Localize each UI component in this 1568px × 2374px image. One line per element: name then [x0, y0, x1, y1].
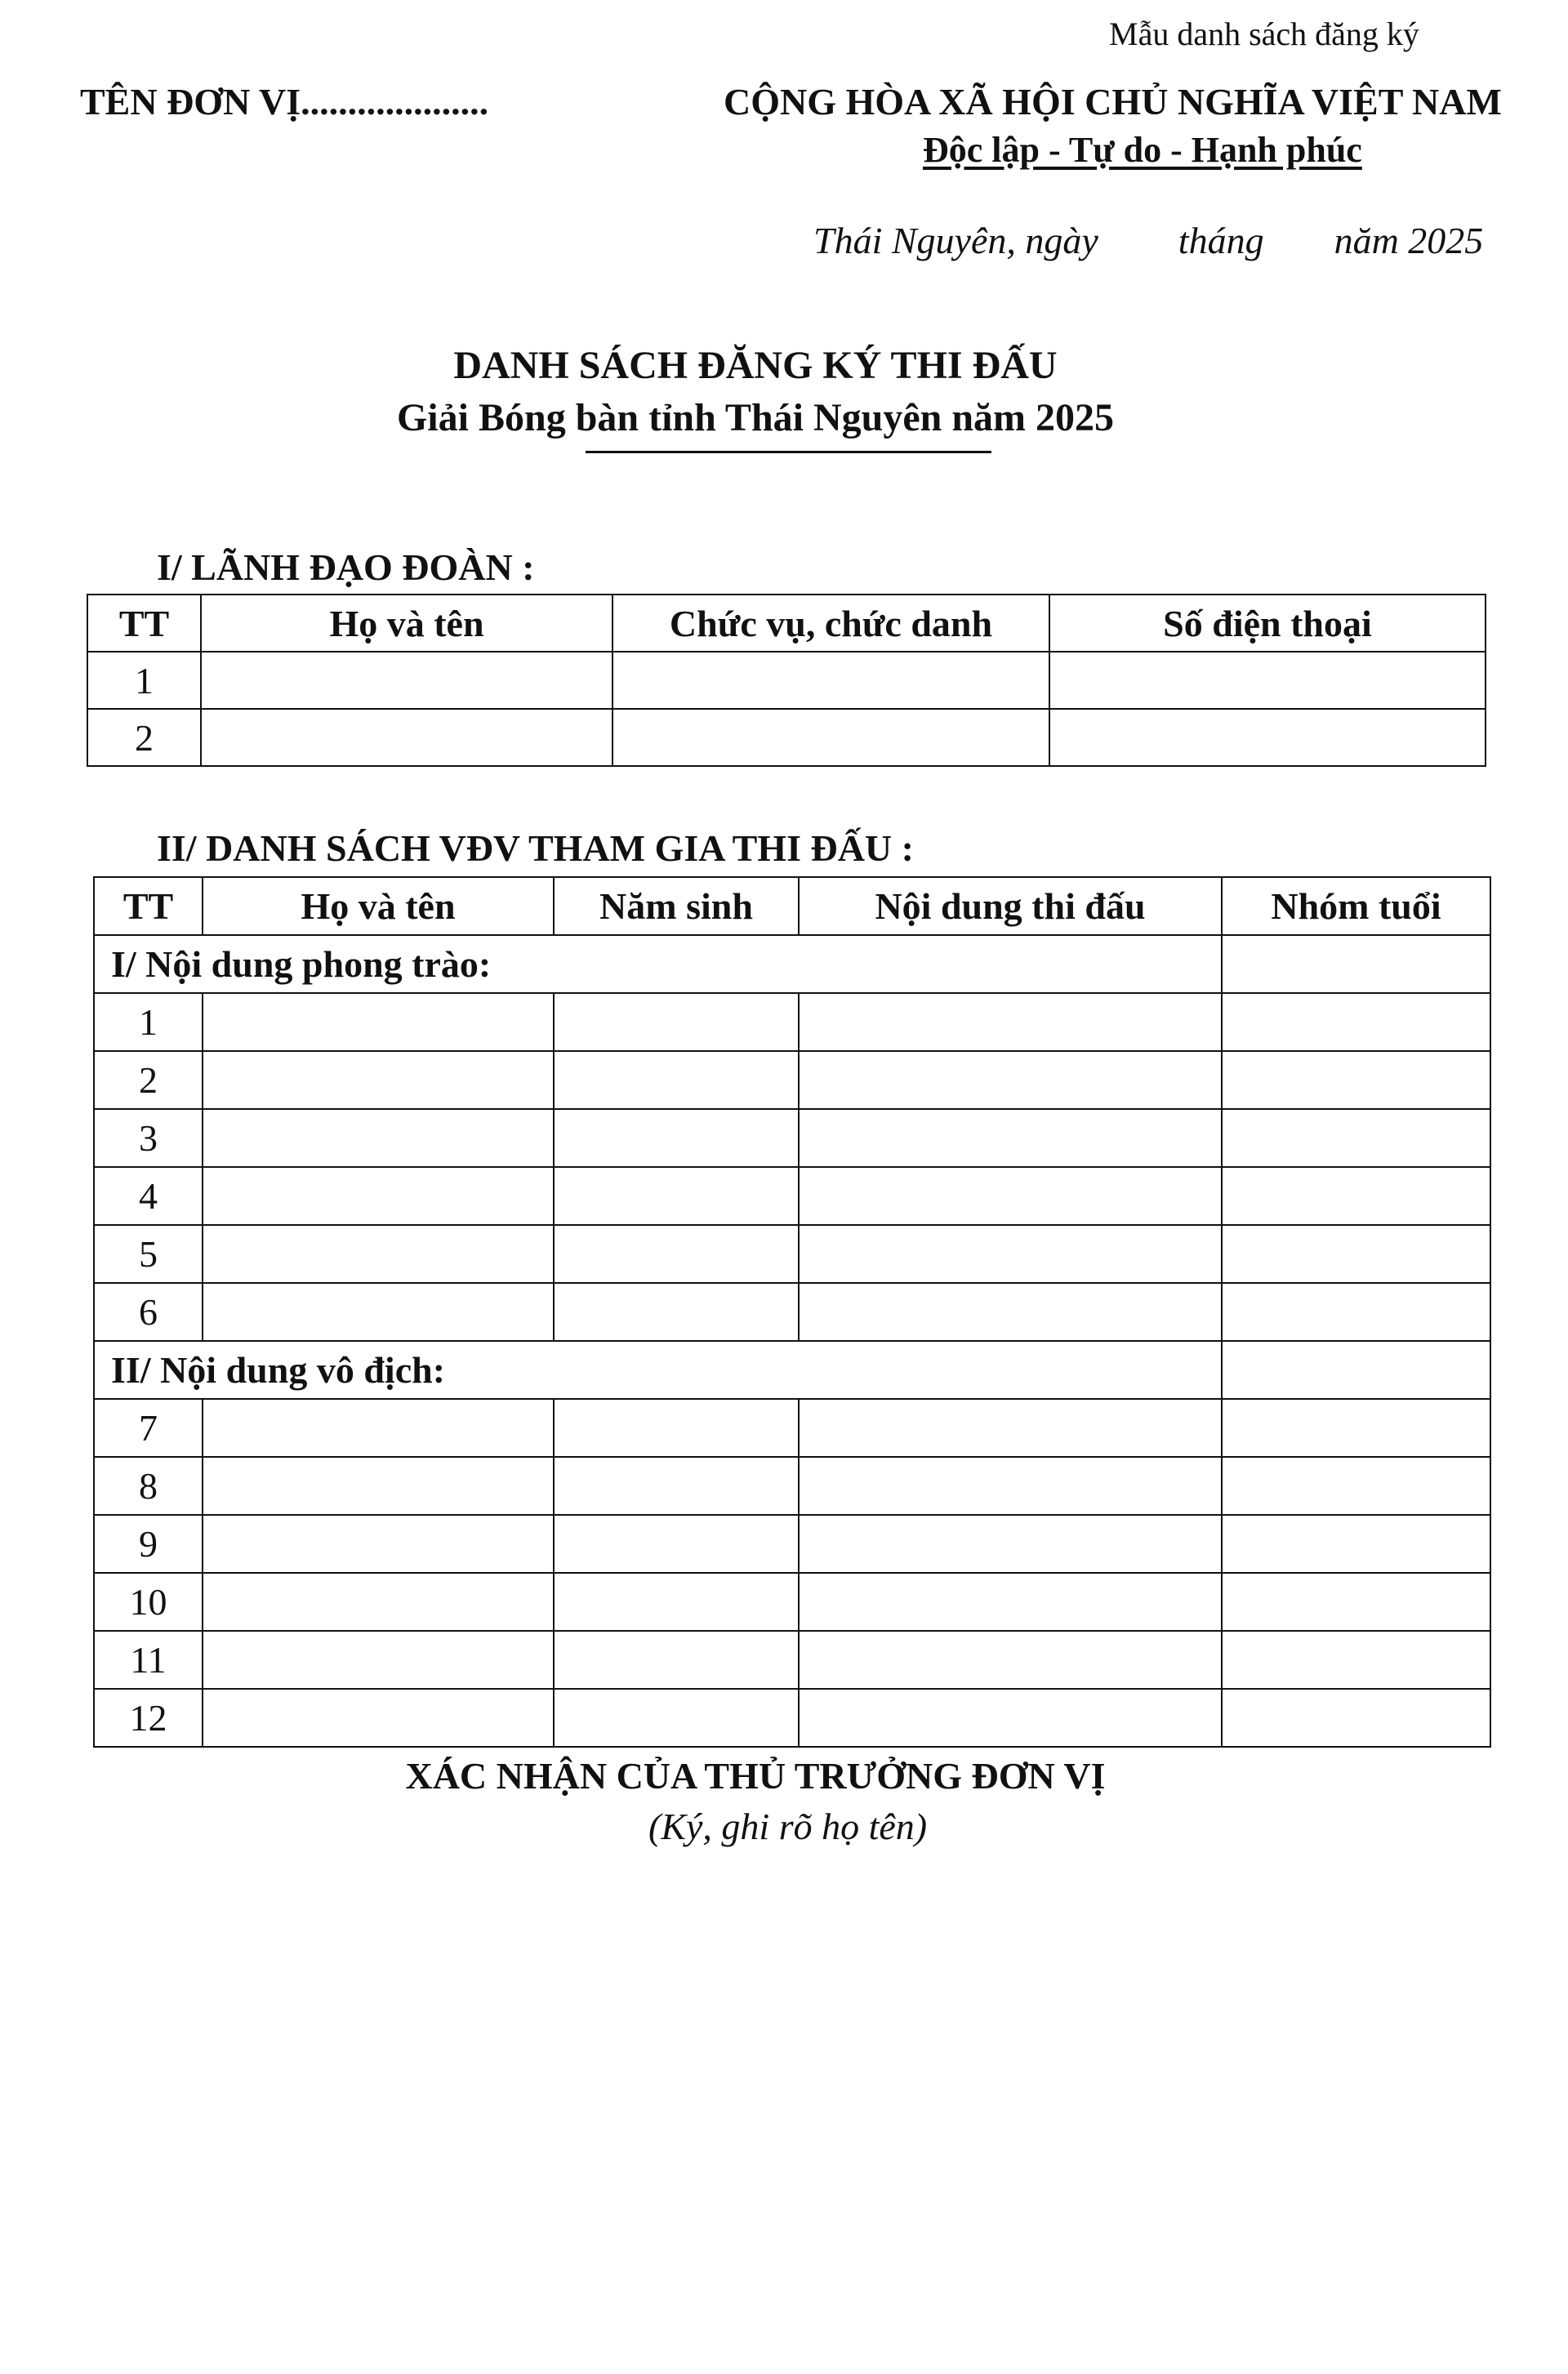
date-year: năm 2025	[1334, 220, 1484, 261]
col-header-tt: TT	[87, 595, 201, 652]
row-number: 8	[94, 1457, 203, 1515]
age-group-cell[interactable]	[1222, 993, 1490, 1051]
event-cell[interactable]	[799, 1225, 1222, 1283]
name-cell[interactable]	[203, 1167, 554, 1225]
form-label: Mẫu danh sách đăng ký	[1109, 16, 1419, 52]
row-number: 1	[87, 652, 201, 709]
col-header-event: Nội dung thi đấu	[799, 877, 1222, 935]
phone-cell[interactable]	[1049, 709, 1486, 766]
event-cell[interactable]	[799, 1399, 1222, 1457]
date-place: Thái Nguyên, ngày	[813, 220, 1098, 261]
name-cell[interactable]	[203, 1399, 554, 1457]
section-heading-leaders: I/ LÃNH ĐẠO ĐOÀN :	[157, 546, 535, 588]
table-row	[87, 652, 1486, 709]
name-cell[interactable]	[203, 1225, 554, 1283]
table-row	[94, 1399, 1490, 1457]
row-number: 9	[94, 1515, 203, 1573]
col-header-birth-year: Năm sinh	[554, 877, 799, 935]
position-cell[interactable]	[612, 652, 1049, 709]
col-header-phone: Số điện thoại	[1049, 595, 1486, 652]
document-title: DANH SÁCH ĐĂNG KÝ THI ĐẤU	[453, 344, 1058, 387]
phone-cell[interactable]	[1049, 652, 1486, 709]
birth-year-cell[interactable]	[554, 1631, 799, 1689]
age-group-cell[interactable]	[1222, 1109, 1490, 1167]
event-cell[interactable]	[799, 1457, 1222, 1515]
name-cell[interactable]	[203, 1631, 554, 1689]
birth-year-cell[interactable]	[554, 1109, 799, 1167]
row-number: 1	[94, 993, 203, 1051]
table-row	[94, 1573, 1490, 1631]
group-row-amateur	[94, 935, 1490, 993]
event-cell[interactable]	[799, 1689, 1222, 1747]
age-group-cell[interactable]	[1222, 1283, 1490, 1341]
row-number: 2	[94, 1051, 203, 1109]
row-number: 11	[94, 1631, 203, 1689]
birth-year-cell[interactable]	[554, 1689, 799, 1747]
table-row	[94, 1515, 1490, 1573]
row-number: 10	[94, 1573, 203, 1631]
birth-year-cell[interactable]	[554, 1283, 799, 1341]
leaders-table	[87, 594, 1486, 767]
row-number: 2	[87, 709, 201, 766]
table-row	[87, 709, 1486, 766]
table-row	[94, 1109, 1490, 1167]
group-row-championship	[94, 1341, 1490, 1399]
age-group-cell[interactable]	[1222, 1225, 1490, 1283]
row-number: 7	[94, 1399, 203, 1457]
row-number: 6	[94, 1283, 203, 1341]
event-cell[interactable]	[799, 1167, 1222, 1225]
table-header-row	[94, 877, 1490, 935]
age-group-cell[interactable]	[1222, 1051, 1490, 1109]
row-number: 12	[94, 1689, 203, 1747]
col-header-position: Chức vụ, chức danh	[612, 595, 1049, 652]
confirmation-heading: XÁC NHẬN CỦA THỦ TRƯỞNG ĐƠN VỊ	[405, 1755, 1106, 1797]
table-row	[94, 1631, 1490, 1689]
name-cell[interactable]	[203, 993, 554, 1051]
birth-year-cell[interactable]	[554, 1225, 799, 1283]
col-header-name: Họ và tên	[203, 877, 554, 935]
age-group-cell[interactable]	[1222, 1457, 1490, 1515]
motto: Độc lập - Tự do - Hạnh phúc	[923, 130, 1362, 170]
unit-name: TÊN ĐƠN VỊ....................	[80, 81, 489, 122]
name-cell[interactable]	[203, 1457, 554, 1515]
name-cell[interactable]	[203, 1051, 554, 1109]
athletes-table	[93, 876, 1491, 1748]
birth-year-cell[interactable]	[554, 1515, 799, 1573]
birth-year-cell[interactable]	[554, 1399, 799, 1457]
table-row	[94, 1283, 1490, 1341]
event-cell[interactable]	[799, 993, 1222, 1051]
name-cell[interactable]	[203, 1109, 554, 1167]
name-cell[interactable]	[201, 652, 612, 709]
age-group-cell[interactable]	[1222, 1515, 1490, 1573]
birth-year-cell[interactable]	[554, 1573, 799, 1631]
age-group-cell[interactable]	[1222, 1573, 1490, 1631]
event-cell[interactable]	[799, 1515, 1222, 1573]
age-group-cell[interactable]	[1222, 935, 1490, 993]
table-row	[94, 1051, 1490, 1109]
name-cell[interactable]	[203, 1573, 554, 1631]
age-group-cell[interactable]	[1222, 1631, 1490, 1689]
name-cell[interactable]	[203, 1283, 554, 1341]
birth-year-cell[interactable]	[554, 1051, 799, 1109]
age-group-cell[interactable]	[1222, 1399, 1490, 1457]
table-row	[94, 1457, 1490, 1515]
col-header-name: Họ và tên	[201, 595, 612, 652]
table-header-row	[87, 595, 1486, 652]
table-row	[94, 1689, 1490, 1747]
document-subtitle: Giải Bóng bàn tỉnh Thái Nguyên năm 2025	[396, 396, 1115, 439]
name-cell[interactable]	[201, 709, 612, 766]
event-cell[interactable]	[799, 1283, 1222, 1341]
table-row	[94, 1225, 1490, 1283]
age-group-cell[interactable]	[1222, 1689, 1490, 1747]
age-group-cell[interactable]	[1222, 1167, 1490, 1225]
row-number: 3	[94, 1109, 203, 1167]
table-row	[94, 993, 1490, 1051]
section-heading-athletes: II/ DANH SÁCH VĐV THAM GIA THI ĐẤU :	[157, 827, 914, 869]
table-row	[94, 1167, 1490, 1225]
event-cell[interactable]	[799, 1573, 1222, 1631]
row-number: 4	[94, 1167, 203, 1225]
group-label-amateur: I/ Nội dung phong trào:	[94, 935, 1222, 993]
position-cell[interactable]	[612, 709, 1049, 766]
birth-year-cell[interactable]	[554, 1457, 799, 1515]
name-cell[interactable]	[203, 1515, 554, 1573]
group-label-championship: II/ Nội dung vô địch:	[94, 1341, 1222, 1399]
event-cell[interactable]	[799, 1109, 1222, 1167]
birth-year-cell[interactable]	[554, 993, 799, 1051]
date-month: tháng	[1178, 220, 1264, 261]
age-group-cell[interactable]	[1222, 1341, 1490, 1399]
date-line	[813, 219, 1483, 262]
signature-note: (Ký, ghi rõ họ tên)	[648, 1806, 928, 1847]
row-number: 5	[94, 1225, 203, 1283]
name-cell[interactable]	[203, 1689, 554, 1747]
event-cell[interactable]	[799, 1631, 1222, 1689]
nation-heading: CỘNG HÒA XÃ HỘI CHỦ NGHĨA VIỆT NAM	[724, 81, 1502, 122]
title-divider	[586, 451, 991, 453]
birth-year-cell[interactable]	[554, 1167, 799, 1225]
event-cell[interactable]	[799, 1051, 1222, 1109]
col-header-tt: TT	[94, 877, 203, 935]
col-header-age-group: Nhóm tuổi	[1222, 877, 1490, 935]
